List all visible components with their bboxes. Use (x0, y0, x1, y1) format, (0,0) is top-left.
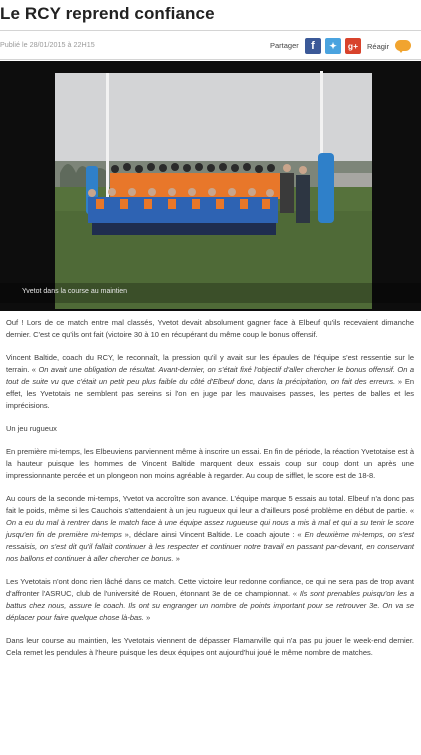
paragraph-text: Un jeu rugueux (6, 424, 57, 433)
article-paragraph (6, 446, 414, 482)
quote-text: On avait une obligation de résultat. Avant-dernier, on s'était fixé l'objectif d'aller chercher le bonus offensif. On a tout de suite vu que c'était un petit peu plus faible du côté d'Elbeuf donc, dans la précipitation, on fait des erreurs. (6, 365, 415, 386)
react-link[interactable]: Réagir (367, 42, 390, 51)
article-paragraph (6, 317, 414, 341)
article-paragraph (6, 635, 414, 659)
article-title: Le RCY reprend confiance (0, 4, 215, 23)
article-paragraph (6, 352, 414, 412)
paragraph-text: » En effet, les Yvetotais ne semblent pas sereins si l'on en juge par les mauvaises passes, les pertes de balles et les imprécisions. (6, 377, 414, 410)
article-paragraph (6, 576, 414, 624)
photo-caption: Yvetot dans la course au maintien (22, 288, 128, 295)
team-photo (0, 61, 421, 311)
quote-text: En deuxième mi-temps, on s'est ressaisis, on s'est dit qu'il fallait continuer à les respecter et continuer notre travail en passant par-devant, en conservant nos ballons et continuer à aller chercher ce bonus. (6, 530, 415, 563)
section-subheading (6, 423, 414, 435)
quote-text: Ils sont prenables puisqu'on les a battus chez nous, assure le coach. Ils ont su engranger un nombre de points important pour se retrouver 3e. On va se déplacer pour faire quelque chose là-bas. (6, 589, 415, 622)
quote-text: On a eu du mal à rentrer dans le match face à une équipe assez rugueuse qui nous a mis à mal et qui a su tenir le score jusqu'en fin de première mi-temps (6, 518, 414, 539)
title-divider (0, 30, 421, 31)
paragraph-text: Dans leur course au maintien, les Yvetotais viennent de dépasser Flamanville qui n'a pas pu jouer le week-end dernier. Cela remet les pendules à l'heure puisque les deux équipes ont aujourd'hui joué le même nombre de matches. (6, 636, 414, 657)
share-label: Partager (270, 41, 299, 50)
paragraph-text: Les Yvetotais n'ont donc rien lâché dans ce match. Cette victoire leur redonne confiance, ce qui ne sera pas de trop avant d'affronter l'ASRUC, club de l'université de Rouen, étonnant 3e de ce championnat. « (6, 577, 414, 598)
google-plus-icon[interactable]: g+ (345, 38, 361, 54)
facebook-icon[interactable]: f (305, 38, 321, 54)
article-photo (0, 61, 421, 311)
meta-divider (0, 59, 421, 60)
comment-bubble-icon[interactable] (395, 40, 411, 51)
paragraph-text: Au cours de la seconde mi-temps, Yvetot va accroître son avance. L'équipe marque 5 essais au total. Elbeuf n'a donc pas fait le poids, même si les Cauchois s'attendaient à un jeu rugueux qui leur a d'ailleurs posé problème en début de partie. « (6, 494, 414, 515)
paragraph-text: Ouf ! Lors de ce match entre mal classés, Yvetot devait absolument gagner face à Elbeuf qu'ils recevaient dimanche dernier. C'est ce qu'ils ont fait (victoire 30 à 10 en récupérant du même coup le bonus offensif. (6, 318, 414, 339)
article-body (6, 317, 414, 670)
paragraph-text: En première mi-temps, les Elbeuviens parviennent même à inscrire un essai. En fin de période, la réaction Yvetotaise est à la hauteur puisque les hommes de Vincent Baltide marquent deux essais coup sur coup dont un après une impressionnante percée et un plongeon non moins agréable à regarder. Au coup de sifflet, le score est de 18-8. (6, 447, 414, 480)
article-paragraph (6, 493, 414, 565)
paragraph-text: » (173, 554, 180, 563)
paragraph-text: » (144, 613, 151, 622)
paragraph-text: », déclare ainsi Vincent Baltide. Le coach ajoute : « (121, 530, 305, 539)
publication-date: Publié le 28/01/2015 à 22H15 (0, 40, 95, 49)
twitter-icon[interactable]: ✦ (325, 38, 341, 54)
meta-bar (0, 33, 421, 59)
paragraph-text: Vincent Baltide, coach du RCY, le reconnaît, la pression qu'il y avait sur les épaules de l'équipe s'est ressentie sur le terrain. « (6, 353, 414, 374)
